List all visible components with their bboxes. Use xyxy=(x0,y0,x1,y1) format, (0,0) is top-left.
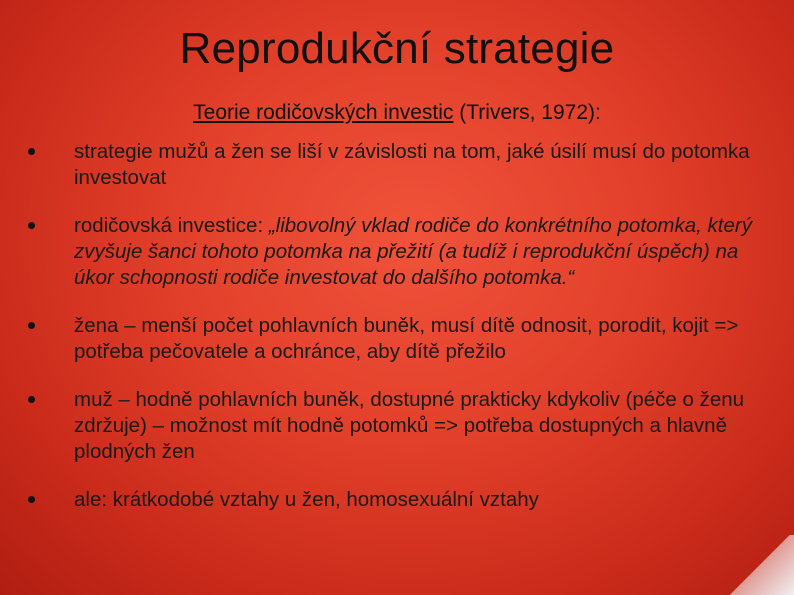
bullet-text: muž – hodně pohlavních buněk, dostupné prakticky kdykoliv (péče o ženu zdržuje) – možnost mít hodně potomků => potřeba dostupných a hlavně plodných žen xyxy=(74,388,745,463)
bullet-text: ale: krátkodobé vztahy u žen, homosexuální vztahy xyxy=(74,488,539,511)
bullet-lead: rodičovská investice: xyxy=(74,214,269,237)
bullet-item xyxy=(28,487,768,513)
bullet-dot xyxy=(28,496,35,503)
slide-title: Reprodukční strategie xyxy=(179,24,615,73)
bullet-dot xyxy=(28,148,35,155)
subtitle-citation: (Trivers, 1972): xyxy=(453,101,601,124)
bullet-dot xyxy=(28,322,35,329)
bullet-list xyxy=(28,139,768,535)
slide-subtitle xyxy=(0,101,794,125)
bullet-dot xyxy=(28,222,35,229)
bullet-text: strategie mužů a žen se liší v závislosti na tom, jaké úsilí musí do potomka investovat xyxy=(74,140,750,189)
bullet-item xyxy=(28,313,768,365)
subtitle-emphasis: Teorie rodičovských investic xyxy=(193,101,454,124)
bullet-text: žena – menší počet pohlavních buněk, musí dítě odnosit, porodit, kojit => potřeba pečovatele a ochránce, aby dítě přežilo xyxy=(74,314,739,363)
bullet-item xyxy=(28,139,768,191)
page-curl-decoration xyxy=(724,535,794,595)
bullet-dot xyxy=(28,396,35,403)
bullet-item xyxy=(28,213,768,291)
bullet-quote: „libovolný vklad rodiče do konkrétního potomka, který zvyšuje šanci tohoto potomka na přežití (a tudíž i reprodukční úspěch) na úkor schopnosti rodiče investovat do dalšího potomka.“ xyxy=(74,214,752,289)
bullet-item xyxy=(28,387,768,465)
